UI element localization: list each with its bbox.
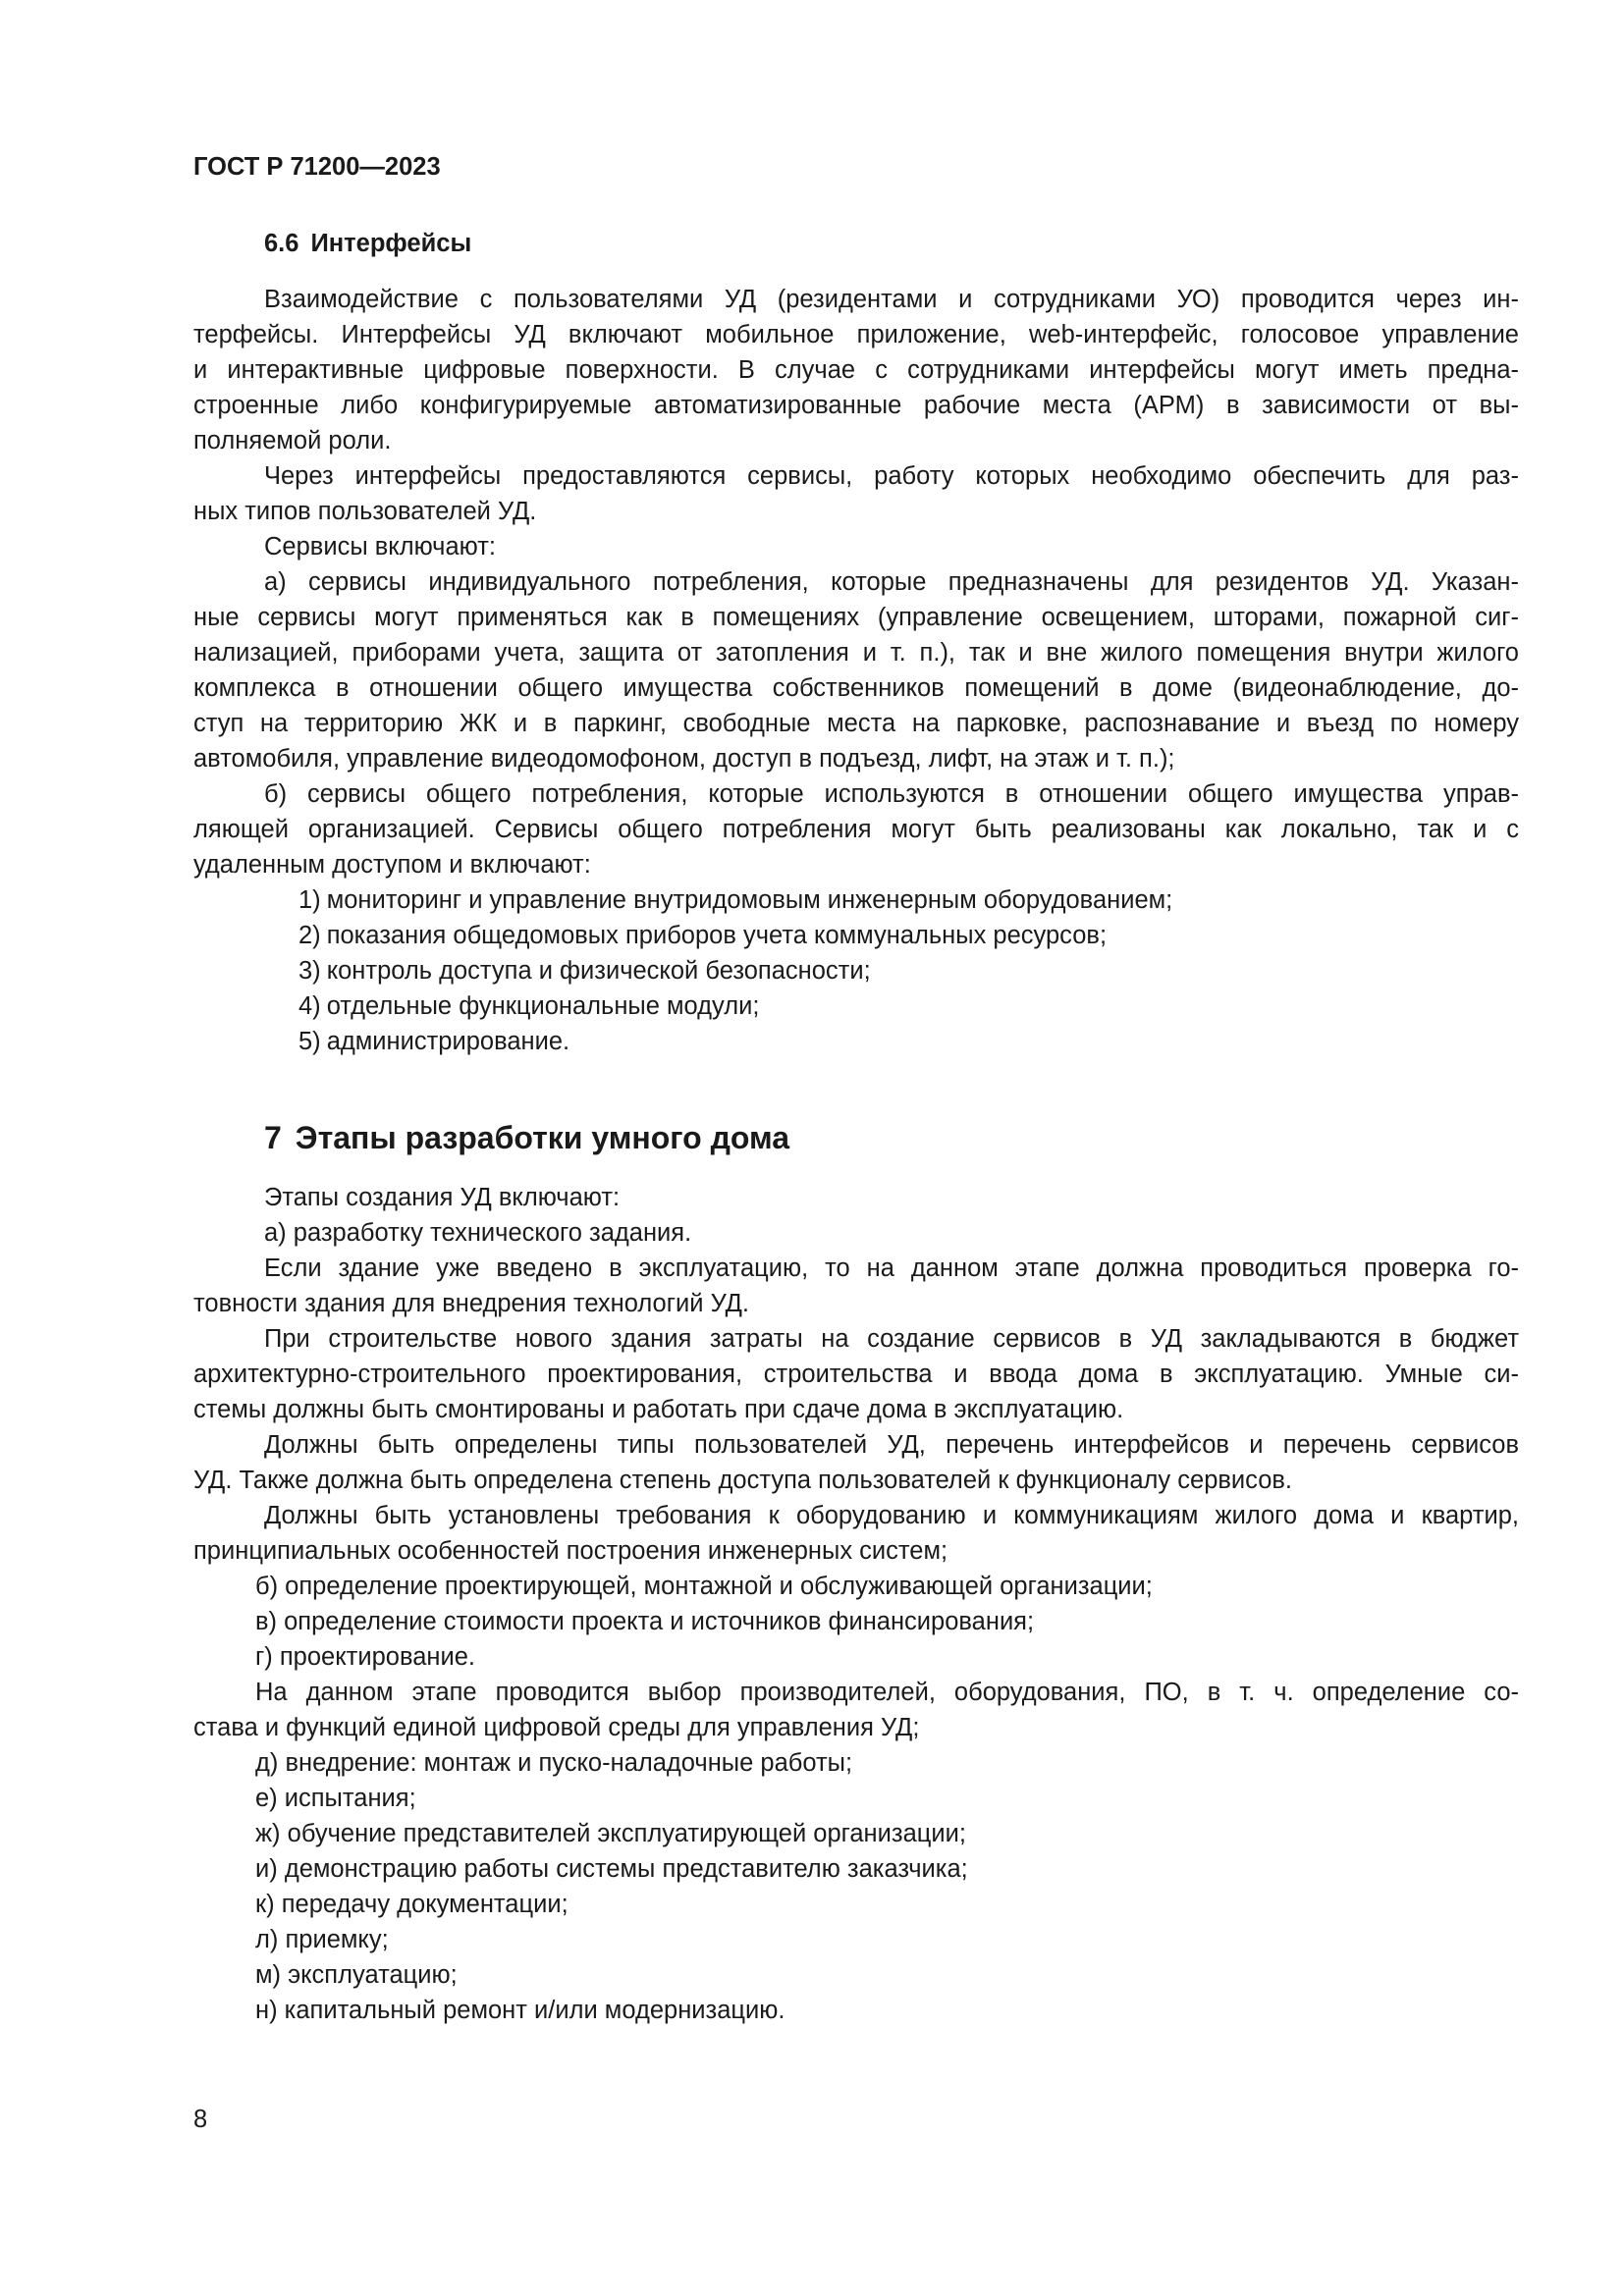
list-item-text: отдельные функциональные модули; <box>326 992 760 1020</box>
list-item-line: н) капитальный ремонт и/или модернизацию. <box>255 1997 785 2024</box>
paragraph-line: стемы должны быть смонтированы и работать при сдаче дома в эксплуатацию. <box>193 1396 1124 1423</box>
paragraph-line: Этапы создания УД включают: <box>264 1184 621 1211</box>
list-marker: 5) <box>298 1028 321 1055</box>
paragraph-line: товности здания для внедрения технологий УД. <box>193 1290 750 1317</box>
list-item-line: б) сервисы общего потребления, которые используются в отношении общего имущества управ- <box>264 780 1519 808</box>
numbered-list-item <box>298 953 1519 988</box>
list-item-line: а) разработку технического задания. <box>264 1219 692 1247</box>
paragraph-line: Сервисы включают: <box>264 533 496 561</box>
list-item-line: е) испытания; <box>255 1785 416 1812</box>
section-number: 7 <box>264 1120 282 1155</box>
paragraph-line: При строительстве нового здания затраты на создание сервисов в УД закладываются в бюджет <box>264 1325 1519 1353</box>
paragraph-line: Взаимодействие с пользователями УД (резидентами и сотрудниками УО) проводится через ин- <box>264 286 1519 313</box>
list-item-line: м) эксплуатацию; <box>255 1961 458 1989</box>
list-item-line: в) определение стоимости проекта и источников финансирования; <box>255 1608 1035 1635</box>
paragraph-line: терфейсы. Интерфейсы УД включают мобильное приложение, web-интерфейс, голосовое управление <box>193 321 1519 348</box>
numbered-list-item <box>298 1024 1519 1059</box>
paragraph-line: принципиальных особенностей построения инженерных систем; <box>193 1537 948 1565</box>
list-item-line: ляющей организацией. Сервисы общего потребления могут быть реализованы как локально, так и с <box>193 816 1519 843</box>
list-item-text: контроль доступа и физической безопасности; <box>326 957 871 985</box>
list-item-line: к) передачу документации; <box>255 1891 568 1918</box>
list-marker: 2) <box>298 922 321 949</box>
list-item-line: нализацией, приборами учета, защита от затопления и т. п.), так и вне жилого помещения внутри жилого <box>193 639 1519 667</box>
numbered-list-item <box>298 918 1519 953</box>
list-item-line: г) проектирование. <box>255 1643 475 1671</box>
list-item-text: мониторинг и управление внутридомовым инженерным оборудованием; <box>326 886 1173 914</box>
list-item-line: д) внедрение: монтаж и пуско-наладочные работы; <box>255 1749 853 1777</box>
paragraph-line: архитектурно-строительного проектирования, строительства и ввода дома в эксплуатацию. Умные си- <box>193 1361 1519 1388</box>
section-title: Этапы разработки умного дома <box>295 1120 790 1155</box>
paragraph-line: и интерактивные цифровые поверхности. В случае с сотрудниками интерфейсы могут иметь предна- <box>193 356 1519 384</box>
list-item-text: администрирование. <box>326 1028 570 1055</box>
list-item-line: л) приемку; <box>255 1926 389 1953</box>
list-marker: 1) <box>298 886 321 914</box>
section-heading-7 <box>264 1116 789 1159</box>
list-item-line: удаленным доступом и включают: <box>193 851 591 879</box>
subsection-title: Интерфейсы <box>310 230 472 257</box>
list-marker: 4) <box>298 992 321 1020</box>
paragraph-line: Должны быть определены типы пользователей УД, перечень интерфейсов и перечень сервисов <box>264 1431 1519 1459</box>
list-item-line: автомобиля, управление видеодомофоном, доступ в подъезд, лифт, на этаж и т. п.); <box>193 745 1175 773</box>
paragraph-line: Должны быть установлены требования к оборудованию и коммуникациям жилого дома и квартир, <box>264 1502 1519 1529</box>
paragraph-line: УД. Также должна быть определена степень доступа пользователей к функционалу сервисов. <box>193 1467 1293 1494</box>
numbered-list-item <box>298 988 1519 1024</box>
paragraph-line: става и функций единой цифровой среды для управления УД; <box>193 1714 920 1741</box>
page-number: 8 <box>193 2106 208 2133</box>
list-item-line: ступ на территорию ЖК и в паркинг, свободные места на парковке, распознавание и въезд по номеру <box>193 710 1519 737</box>
subsection-heading-6-6 <box>264 226 471 261</box>
subsection-number: 6.6 <box>264 230 299 257</box>
list-item-line: ные сервисы могут применяться как в помещениях (управление освещением, шторами, пожарной сиг- <box>193 604 1519 631</box>
list-item-line: комплекса в отношении общего имущества собственников помещений в доме (видеонаблюдение, до- <box>193 674 1519 702</box>
paragraph-line: Через интерфейсы предоставляются сервисы, работу которых необходимо обеспечить для раз- <box>264 462 1519 490</box>
paragraph-line: строенные либо конфигурируемые автоматизированные рабочие места (АРМ) в зависимости от вы- <box>193 392 1519 419</box>
list-marker: 3) <box>298 957 321 985</box>
list-item-line: а) сервисы индивидуального потребления, которые предназначены для резидентов УД. Указан- <box>264 568 1519 596</box>
paragraph-line: На данном этапе проводится выбор производителей, оборудования, ПО, в т. ч. определение со- <box>255 1679 1519 1706</box>
numbered-list-item <box>298 882 1519 918</box>
list-item-text: показания общедомовых приборов учета коммунальных ресурсов; <box>326 922 1108 949</box>
paragraph-line: ных типов пользователей УД. <box>193 498 537 525</box>
paragraph-line: Если здание уже введено в эксплуатацию, то на данном этапе должна проводиться проверка го- <box>264 1255 1519 1282</box>
list-item-line: б) определение проектирующей, монтажной и обслуживающей организации; <box>255 1573 1153 1600</box>
paragraph-line: полняемой роли. <box>193 427 392 454</box>
list-item-line: ж) обучение представителей эксплуатирующей организации; <box>255 1820 966 1847</box>
list-item-line: и) демонстрацию работы системы представителю заказчика; <box>255 1855 968 1883</box>
document-code: ГОСТ Р 71200—2023 <box>193 153 441 181</box>
